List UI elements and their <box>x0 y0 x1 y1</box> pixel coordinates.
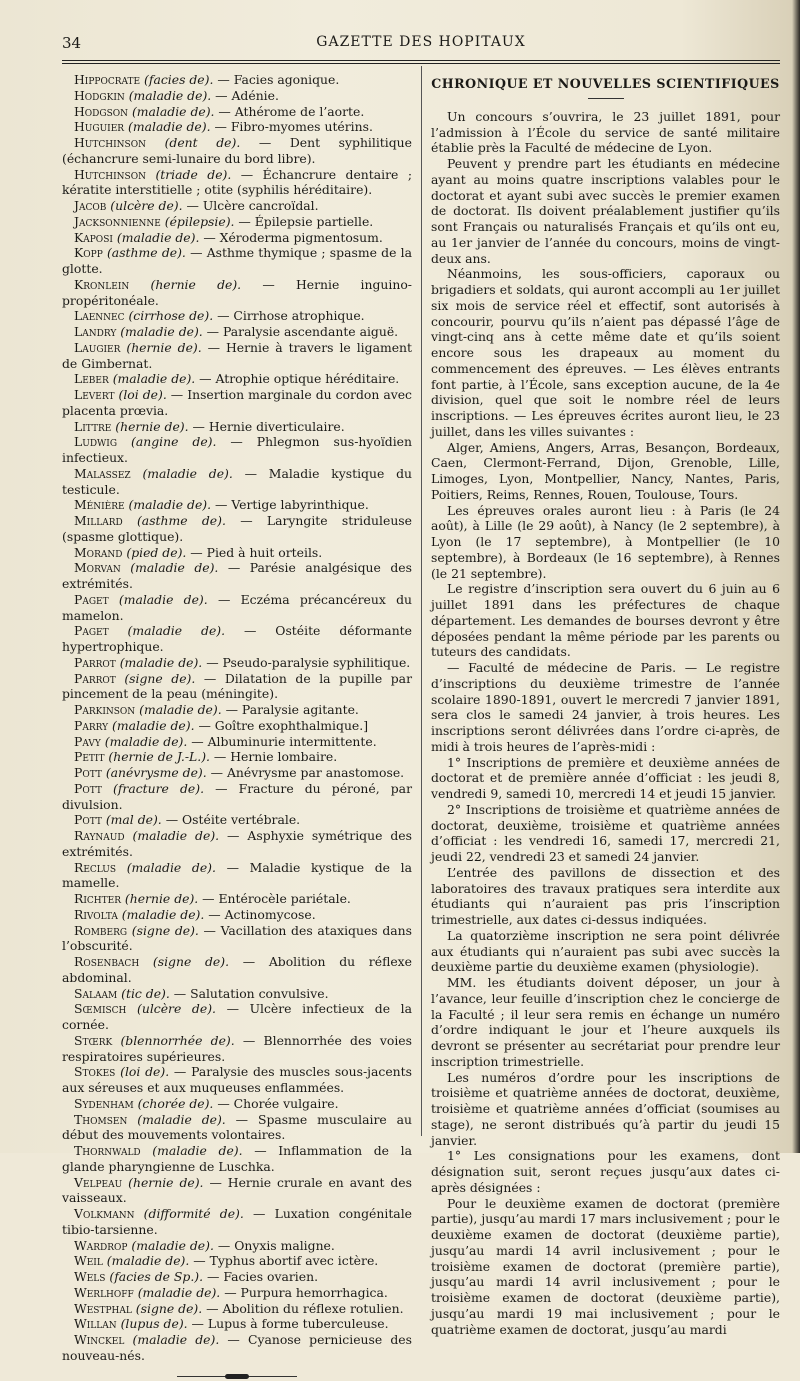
eponym-qualifier: (cirrhose de). <box>124 308 214 324</box>
eponym-name: Parkinson <box>74 702 136 717</box>
eponym-description: — Asthme thymique ; spasme de la glotte. <box>62 245 412 276</box>
eponym-qualifier: (hernie de). <box>122 1174 204 1190</box>
eponym-name: Raynaud <box>74 828 125 843</box>
eponym-qualifier: (maladie de). <box>124 87 212 103</box>
eponym-name: Romberg <box>74 922 128 938</box>
eponym-qualifier: (asthme de). <box>122 513 226 528</box>
eponym-entry <box>62 230 412 246</box>
eponym-name: Pavy <box>74 733 101 749</box>
eponym-entry <box>62 466 412 498</box>
eponym-name: Kaposi <box>74 229 113 245</box>
eponym-description: — Salutation convulsive. <box>169 985 329 1001</box>
eponym-qualifier: (maladie de). <box>108 717 195 733</box>
eponym-entry <box>62 277 412 309</box>
eponym-qualifier: (maladie de). <box>112 229 200 245</box>
eponym-entry <box>62 497 412 513</box>
eponym-entry <box>62 119 412 135</box>
eponym-entry <box>62 655 412 671</box>
news-column <box>431 72 780 1337</box>
eponym-qualifier: (maladie de). <box>124 828 220 843</box>
eponym-qualifier: (blennorrhée de). <box>112 1032 235 1048</box>
eponym-qualifier: (angine de). <box>117 434 217 450</box>
eponym-name: Willan <box>74 1316 117 1332</box>
eponym-qualifier: (chorée de). <box>133 1095 214 1111</box>
eponym-qualifier: (maladie de). <box>133 1284 221 1300</box>
eponym-entry <box>62 434 412 466</box>
eponym-entry <box>62 513 412 545</box>
eponym-description: — Vacillation des ataxiques dans l’obscurité. <box>62 922 412 954</box>
eponym-entry <box>62 1001 412 1033</box>
eponym-description: — Hernie à travers le ligament de Gimbernat. <box>62 339 413 371</box>
eponym-entry <box>62 545 412 561</box>
eponym-description: — Ostéite vertébrale. <box>161 812 301 828</box>
eponym-description: — Actinomycose. <box>204 906 316 922</box>
eponym-qualifier: (maladie de). <box>108 591 208 607</box>
eponym-qualifier: (triade de). <box>145 166 232 182</box>
eponym-name: Hutchinson <box>74 166 146 182</box>
eponym-description: — Pied à huit orteils. <box>186 544 323 560</box>
eponym-entry <box>62 828 412 860</box>
eponym-qualifier: (lupus de). <box>116 1316 188 1332</box>
eponym-description: — Spasme musculaire au début des mouvements volontaires. <box>62 1111 412 1143</box>
eponym-description: — Hernie lombaire. <box>209 749 338 765</box>
eponym-name: Pott <box>74 812 102 828</box>
eponym-name: Levert <box>74 387 115 402</box>
eponym-name: Millard <box>74 513 123 528</box>
eponym-name: Sœmisch <box>74 1001 127 1017</box>
eponym-description: — Pseudo-paralysie syphilitique. <box>202 654 411 670</box>
eponym-entry <box>62 1112 412 1144</box>
eponym-qualifier: (facies de). <box>140 72 214 87</box>
news-paragraph: 1° Les consignations pour les examens, dont désignation suit, seront reçues jusqu’aux dates ci-après désignées : <box>431 1148 780 1195</box>
eponym-name: Hutchinson <box>74 135 146 150</box>
eponym-description: — Purpura hemorrhagica. <box>220 1284 388 1300</box>
eponym-qualifier: (signe de). <box>139 954 230 969</box>
eponym-qualifier: (ulcère de). <box>106 198 183 213</box>
eponym-entry <box>62 371 412 387</box>
news-paragraph: L’entrée des pavillons de dissection et des laboratoires des travaux pratiques sera interdite aux étudiants qui n’auraient pas pris l’inscription trimestrielle, aux dates ci-dessus indiquées. <box>431 864 780 927</box>
eponym-name: Parry <box>74 717 109 733</box>
eponym-entry <box>62 812 412 828</box>
eponym-qualifier: (hernie de). <box>120 891 199 906</box>
eponym-qualifier: (difformité de). <box>134 1206 244 1221</box>
news-paragraph: Les numéros d’ordre pour les inscriptions de troisième et quatrième années de doctorat, deuxième, troisième et quatrième années d’officiat (soumises au stage), ne seront distribués qu’à partir du jeudi 15 janvier. <box>431 1069 780 1148</box>
eponym-qualifier: (maladie de). <box>117 906 205 922</box>
eponym-entry <box>62 88 412 104</box>
eponym-description: — Parésie analgésique des extrémités. <box>62 560 412 591</box>
eponym-description: — Xéroderma pigmentosum. <box>199 229 383 245</box>
eponym-qualifier: (maladie de). <box>124 497 212 513</box>
eponym-description: — Fibro-myomes utérins. <box>210 119 373 135</box>
eponym-name: Wels <box>74 1269 106 1284</box>
eponym-description: — Ostéite déformante hypertrophique. <box>62 623 412 654</box>
eponym-name: Morvan <box>74 560 121 576</box>
eponym-entry <box>62 1253 412 1269</box>
eponym-name: Ludwig <box>74 434 118 450</box>
eponym-qualifier: (ulcère de). <box>126 1001 216 1017</box>
column-divider <box>421 66 422 1136</box>
eponym-description: — Épilepsie partielle. <box>234 213 374 229</box>
eponym-name: Thornwald <box>74 1143 141 1158</box>
eponym-qualifier: (signe de). <box>131 1300 203 1316</box>
eponym-description: — Paralysie agitante. <box>221 702 359 717</box>
eponym-entry <box>62 1143 412 1175</box>
eponym-qualifier: (maladie de). <box>102 1253 190 1269</box>
eponym-name: Paget <box>74 591 109 607</box>
eponym-qualifier: (maladie de). <box>115 654 203 670</box>
eponym-entry <box>62 781 412 813</box>
page-header <box>62 34 780 56</box>
eponym-entry <box>62 907 412 923</box>
eponym-qualifier: (loi de). <box>115 1064 170 1080</box>
header-rule-double <box>62 63 780 64</box>
eponym-name: Volkmann <box>74 1206 135 1221</box>
section-title: CHRONIQUE ET NOUVELLES SCIENTIFIQUES <box>431 76 780 91</box>
eponym-name: Kopp <box>74 245 103 261</box>
eponym-entry <box>62 702 412 718</box>
news-paragraph: Néanmoins, les sous-officiers, caporaux ou brigadiers et soldats, qui auront accompli au 1er juillet six mois de service réel et effectif, sont autorisés à concourir, pourvu qu’ils n’aient pas dépassé l’âge de vingt-cinq ans à cette même date et qu’ils soient encore sous les drapeaux au moment du commencement des épreuves. — Les élèves entrants font partie, à l’École, sans exception aucune, de la 4e division, quel que soit le nombre réel de leurs inscriptions. — Les épreuves écrites auront lieu, le 23 juillet, dans les villes suivantes : <box>431 266 780 439</box>
eponym-name: Petit <box>74 749 105 765</box>
news-paragraph: 2° Inscriptions de troisième et quatrième années de doctorat, deuxième, troisième et quatrième années d’officiat : les vendredi 16, samedi 17, mercredi 21, jeudi 22, vendredi 23 et samedi 24 janvier. <box>431 801 780 864</box>
eponym-qualifier: (maladie de). <box>116 324 203 339</box>
eponym-entry <box>62 167 412 199</box>
eponym-qualifier: (maladie de). <box>124 1332 220 1347</box>
news-paragraph: Un concours s’ouvrira, le 23 juillet 1891, pour l’admission à l’École du service de santé militaire établie près la Faculté de médecine de Lyon. <box>431 108 780 156</box>
eponym-entry <box>62 860 412 892</box>
eponym-description: — Abolition du réflexe rotulien. <box>202 1300 404 1316</box>
eponym-description: — Ulcère cancroïdal. <box>182 198 319 213</box>
eponym-name: Jacob <box>74 198 107 213</box>
eponym-qualifier: (signe de). <box>127 922 199 938</box>
eponym-name: Morand <box>74 544 123 560</box>
eponym-entry <box>62 135 412 167</box>
eponym-name: Parrot <box>74 654 116 670</box>
eponym-name: Pott <box>74 765 102 780</box>
news-paragraph: Alger, Amiens, Angers, Arras, Besançon, Bordeaux, Caen, Clermont-Ferrand, Dijon, Grenoble, Lille, Limoges, Lyon, Montpellier, Nancy, Nantes, Paris, Poitiers, Reims, Rennes, Rouen, Toulouse, Tours. <box>431 439 780 502</box>
eponym-name: Thomsen <box>74 1111 128 1127</box>
eponym-description: — Échancrure dentaire ; kératite interstitielle ; otite (syphilis héréditaire). <box>62 166 412 198</box>
eponym-name: Landry <box>74 324 117 339</box>
eponym-entry <box>62 1175 412 1207</box>
eponym-description: — Vertige labyrinthique. <box>211 497 369 513</box>
eponym-description: — Anévrysme par anastomose. <box>206 765 405 780</box>
eponym-entry <box>62 387 412 419</box>
eponym-entry <box>62 198 412 214</box>
eponym-qualifier: (hernie de). <box>129 276 242 292</box>
eponym-qualifier: (facies de Sp.). <box>105 1269 204 1284</box>
eponym-qualifier: (hernie de J.-L.). <box>104 749 210 765</box>
eponym-description: — Onyxis maligne. <box>213 1237 335 1253</box>
news-paragraph: Peuvent y prendre part les étudiants en médecine ayant au moins quatre inscriptions valables pour le doctorat et ayant subi avec succès le premier examen de doctorat. Ils doivent préalablement justifier qu’ils sont Français ou naturalisés Français et qu’ils ont eu, au 1er janvier de l’année du concours, moins de vingt-deux ans. <box>431 156 780 266</box>
eponym-description: — Abolition du réflexe abdominal. <box>62 954 412 985</box>
eponym-description: — Atrophie optique héréditaire. <box>195 371 400 387</box>
eponym-description: — Hernie crurale en avant des vaisseaux. <box>62 1174 413 1206</box>
eponym-name: Winckel <box>74 1332 125 1347</box>
eponym-description: — Adénie. <box>211 87 279 103</box>
eponym-entry <box>62 923 412 955</box>
eponym-description: — Paralysie ascendante aiguë. <box>202 324 399 339</box>
eponym-name: Weil <box>74 1253 103 1269</box>
eponym-entry <box>62 986 412 1002</box>
eponym-description: — Cyanose pernicieuse des nouveau-nés. <box>62 1332 412 1363</box>
eponym-name: Salaam <box>74 985 118 1001</box>
page-number: 34 <box>62 34 82 52</box>
eponym-description: — Eczéma précancéreux du mamelon. <box>62 591 412 623</box>
eponym-name: Sydenham <box>74 1095 134 1111</box>
eponym-name: Paget <box>74 623 109 639</box>
eponym-description: — Typhus abortif avec ictère. <box>189 1253 379 1269</box>
eponym-name: Parrot <box>74 670 116 686</box>
news-paragraph: La quatorzième inscription ne sera point délivrée aux étudiants qui n’auraient pas subi avec succès la deuxième partie du deuxième examen (physiologie). <box>431 927 780 975</box>
eponym-entry <box>62 1238 412 1254</box>
eponym-qualifier: (maladie de). <box>135 702 222 717</box>
eponym-name: Wardrop <box>74 1237 128 1253</box>
eponym-name: Laugier <box>74 339 121 355</box>
eponym-name: Stœrk <box>74 1032 113 1048</box>
eponym-entry <box>62 718 412 734</box>
eponym-description: — Asphyxie symétrique des extrémités. <box>62 828 412 859</box>
eponym-description: — Dilatation de la pupille par pincement de la peau (méningite). <box>62 670 412 702</box>
eponym-name: Stokes <box>74 1064 116 1080</box>
eponym-description: — Cirrhose atrophique. <box>213 308 365 324</box>
eponym-qualifier: (mal de). <box>101 812 162 828</box>
eponym-name: Huguier <box>74 119 125 135</box>
eponym-description: — Fracture du péroné, par divulsion. <box>62 780 412 812</box>
eponym-description: — Albuminurie intermittente. <box>187 733 377 749</box>
eponym-qualifier: (maladie de). <box>116 859 216 875</box>
eponym-qualifier: (maladie de). <box>108 623 226 639</box>
eponym-description: — Inflammation de la glande pharyngienne de Luschka. <box>62 1143 412 1174</box>
eponym-description: — Luxation congénitale tibio-tarsienne. <box>62 1206 412 1237</box>
end-ornament <box>177 1376 297 1381</box>
eponym-description: — Maladie kystique de la mamelle. <box>62 859 412 891</box>
eponym-entry <box>62 1316 412 1332</box>
eponym-name: Hodgkin <box>74 87 125 103</box>
journal-title: GAZETTE DES HOPITAUX <box>316 34 526 50</box>
eponym-description: — Laryngite striduleuse (spasme glottique). <box>62 513 412 544</box>
eponym-entry <box>62 1301 412 1317</box>
eponym-qualifier: (maladie de). <box>120 560 219 576</box>
eponym-entry <box>62 560 412 592</box>
eponym-entry <box>62 104 412 120</box>
eponym-name: Reclus <box>74 859 117 875</box>
eponym-entry <box>62 340 412 372</box>
news-paragraph: Les épreuves orales auront lieu : à Paris (le 24 août), à Lille (le 29 août), à Nancy (le 2 septembre), à Lyon (le 17 septembre), à Montpellier (le 10 septembre), à Bordeaux (le 16 septembre), à Rennes (le 21 septembre). <box>431 502 780 581</box>
eponym-qualifier: (maladie de). <box>127 1237 214 1253</box>
eponym-name: Velpeau <box>74 1174 123 1190</box>
eponym-qualifier: (maladie de). <box>127 1111 226 1127</box>
eponym-entry <box>62 308 412 324</box>
eponym-qualifier: (hernie de). <box>111 418 189 434</box>
header-rule <box>62 60 780 61</box>
eponym-entry <box>62 1285 412 1301</box>
eponym-entry <box>62 765 412 781</box>
eponym-name: Kronlein <box>74 276 130 292</box>
eponym-qualifier: (signe de). <box>115 670 196 686</box>
eponym-name: Malassez <box>74 465 131 481</box>
eponym-entry <box>62 671 412 703</box>
eponym-list-column <box>62 72 412 1381</box>
eponym-entry <box>62 419 412 435</box>
eponym-qualifier: (maladie de). <box>124 119 211 135</box>
eponym-description: — Ulcère infectieux de la cornée. <box>62 1001 412 1032</box>
eponym-entry <box>62 1064 412 1096</box>
eponym-name: Ménière <box>74 497 125 513</box>
eponym-entry <box>62 245 412 277</box>
eponym-qualifier: (maladie de). <box>108 371 196 387</box>
news-paragraph: Pour le deuxième examen de doctorat (première partie), jusqu’au mardi 17 mars inclusivement ; pour le deuxième examen de doctorat (deuxième partie), jusqu’au mardi 14 avril inclusivement ; pour le troisième examen de doctorat (première partie), jusqu’au mardi 14 avril inclusivement ; pour le troisième examen de doctorat (deuxième partie), jusqu’au mardi 19 mai inclusivement ; pour le quatrième examen de doctorat, jusqu’au mardi <box>431 1195 780 1337</box>
eponym-qualifier: (dent de). <box>145 135 241 150</box>
eponym-qualifier: (maladie de). <box>100 733 188 749</box>
news-paragraph: — Faculté de médecine de Paris. — Le registre d’inscriptions du deuxième trimestre de l’année scolaire 1890-1891, ouvert le mercredi 7 janvier 1891, sera clos le samedi 24 janvier, à trois heures. Les inscriptions seront délivrées dans l’ordre ci-après, de midi à trois heures de l’après-midi : <box>431 660 780 754</box>
eponym-entry <box>62 1033 412 1065</box>
eponym-name: Littre <box>74 418 112 434</box>
eponym-description: — Blennorrhée des voies respiratoires supérieures. <box>62 1032 412 1064</box>
news-paragraph: 1° Inscriptions de première et deuxième années de doctorat et de première année d’officiat : les jeudi 8, vendredi 9, samedi 10, mercredi 14 et jeudi 15 janvier. <box>431 754 780 801</box>
eponym-entry <box>62 72 412 88</box>
eponym-description: — Facies ovarien. <box>203 1269 319 1284</box>
eponym-entry <box>62 734 412 750</box>
eponym-entry <box>62 1206 412 1238</box>
eponym-description: — Maladie kystique du testicule. <box>62 465 413 497</box>
eponym-description: — Athérome de l’aorte. <box>214 103 365 119</box>
eponym-name: Westphal <box>74 1300 132 1316</box>
eponym-qualifier: (épilepsie). <box>160 213 235 229</box>
eponym-description: — Insertion marginale du cordon avec placenta prœvia. <box>62 387 412 418</box>
eponym-description: — Lupus à forme tuberculeuse. <box>187 1316 389 1332</box>
eponym-name: Hodgson <box>74 103 129 119</box>
eponym-name: Werlhoff <box>74 1284 134 1300</box>
eponym-name: Pott <box>74 780 102 796</box>
eponym-qualifier: (maladie de). <box>140 1143 243 1158</box>
eponym-qualifier: (hernie de). <box>120 339 202 355</box>
eponym-qualifier: (asthme de). <box>102 245 186 261</box>
eponym-entry <box>62 891 412 907</box>
eponym-description: — Goître exophthalmique.] <box>194 717 369 733</box>
eponym-description: — Phlegmon sus-hyoïdien infectieux. <box>62 434 412 465</box>
eponym-qualifier: (maladie de). <box>130 465 233 481</box>
news-paragraph: Le registre d’inscription sera ouvert du 6 juin au 6 juillet 1891 dans les préfectures de chaque département. Les demandes de bourses devront y être déposées pendant la même période par les parents ou tuteurs des candidats. <box>431 581 780 660</box>
eponym-qualifier: (loi de). <box>114 387 167 402</box>
eponym-name: Laennec <box>74 308 125 324</box>
eponym-entry <box>62 1269 412 1285</box>
eponym-description: — Chorée vulgaire. <box>213 1095 339 1111</box>
title-rule <box>588 98 624 99</box>
eponym-entry <box>62 623 412 655</box>
eponym-name: Rosenbach <box>74 954 140 969</box>
eponym-entry <box>62 324 412 340</box>
eponym-description: — Hernie inguino-propéritonéale. <box>62 276 412 308</box>
eponym-entry <box>62 1332 412 1364</box>
eponym-qualifier: (anévrysme de). <box>101 765 207 780</box>
eponym-name: Rivolta <box>74 906 118 922</box>
eponym-description: — Dent syphilitique (échancrure semi-lunaire du bord libre). <box>62 135 412 166</box>
eponym-qualifier: (pied de). <box>122 544 187 560</box>
eponym-entry <box>62 954 412 986</box>
eponym-name: Richter <box>74 891 121 906</box>
eponym-name: Leber <box>74 371 109 387</box>
eponym-entry <box>62 1096 412 1112</box>
eponym-qualifier: (fracture de). <box>101 780 205 796</box>
eponym-description: — Paralysie des muscles sous-jacents aux séreuses et aux muqueuses enflammées. <box>62 1064 412 1095</box>
eponym-entry <box>62 214 412 230</box>
eponym-name: Hippocrate <box>74 72 141 87</box>
eponym-entry <box>62 749 412 765</box>
eponym-qualifier: (maladie de). <box>128 103 215 119</box>
eponym-name: Jacksonnienne <box>74 213 161 229</box>
eponym-description: — Entérocèle pariétale. <box>198 891 351 906</box>
eponym-qualifier: (tic de). <box>117 985 170 1001</box>
eponym-description: — Facies agonique. <box>213 72 340 87</box>
eponym-entry <box>62 592 412 624</box>
eponym-description: — Hernie diverticulaire. <box>188 418 345 434</box>
news-paragraph: MM. les étudiants doivent déposer, un jour à l’avance, leur feuille d’inscription chez le concierge de la Faculté ; il leur sera remis en échange un numéro d’ordre indiquant le jour et l’heure auxquels ils devront se présenter au secrétariat pour prendre leur inscription trimestrielle. <box>431 975 780 1069</box>
